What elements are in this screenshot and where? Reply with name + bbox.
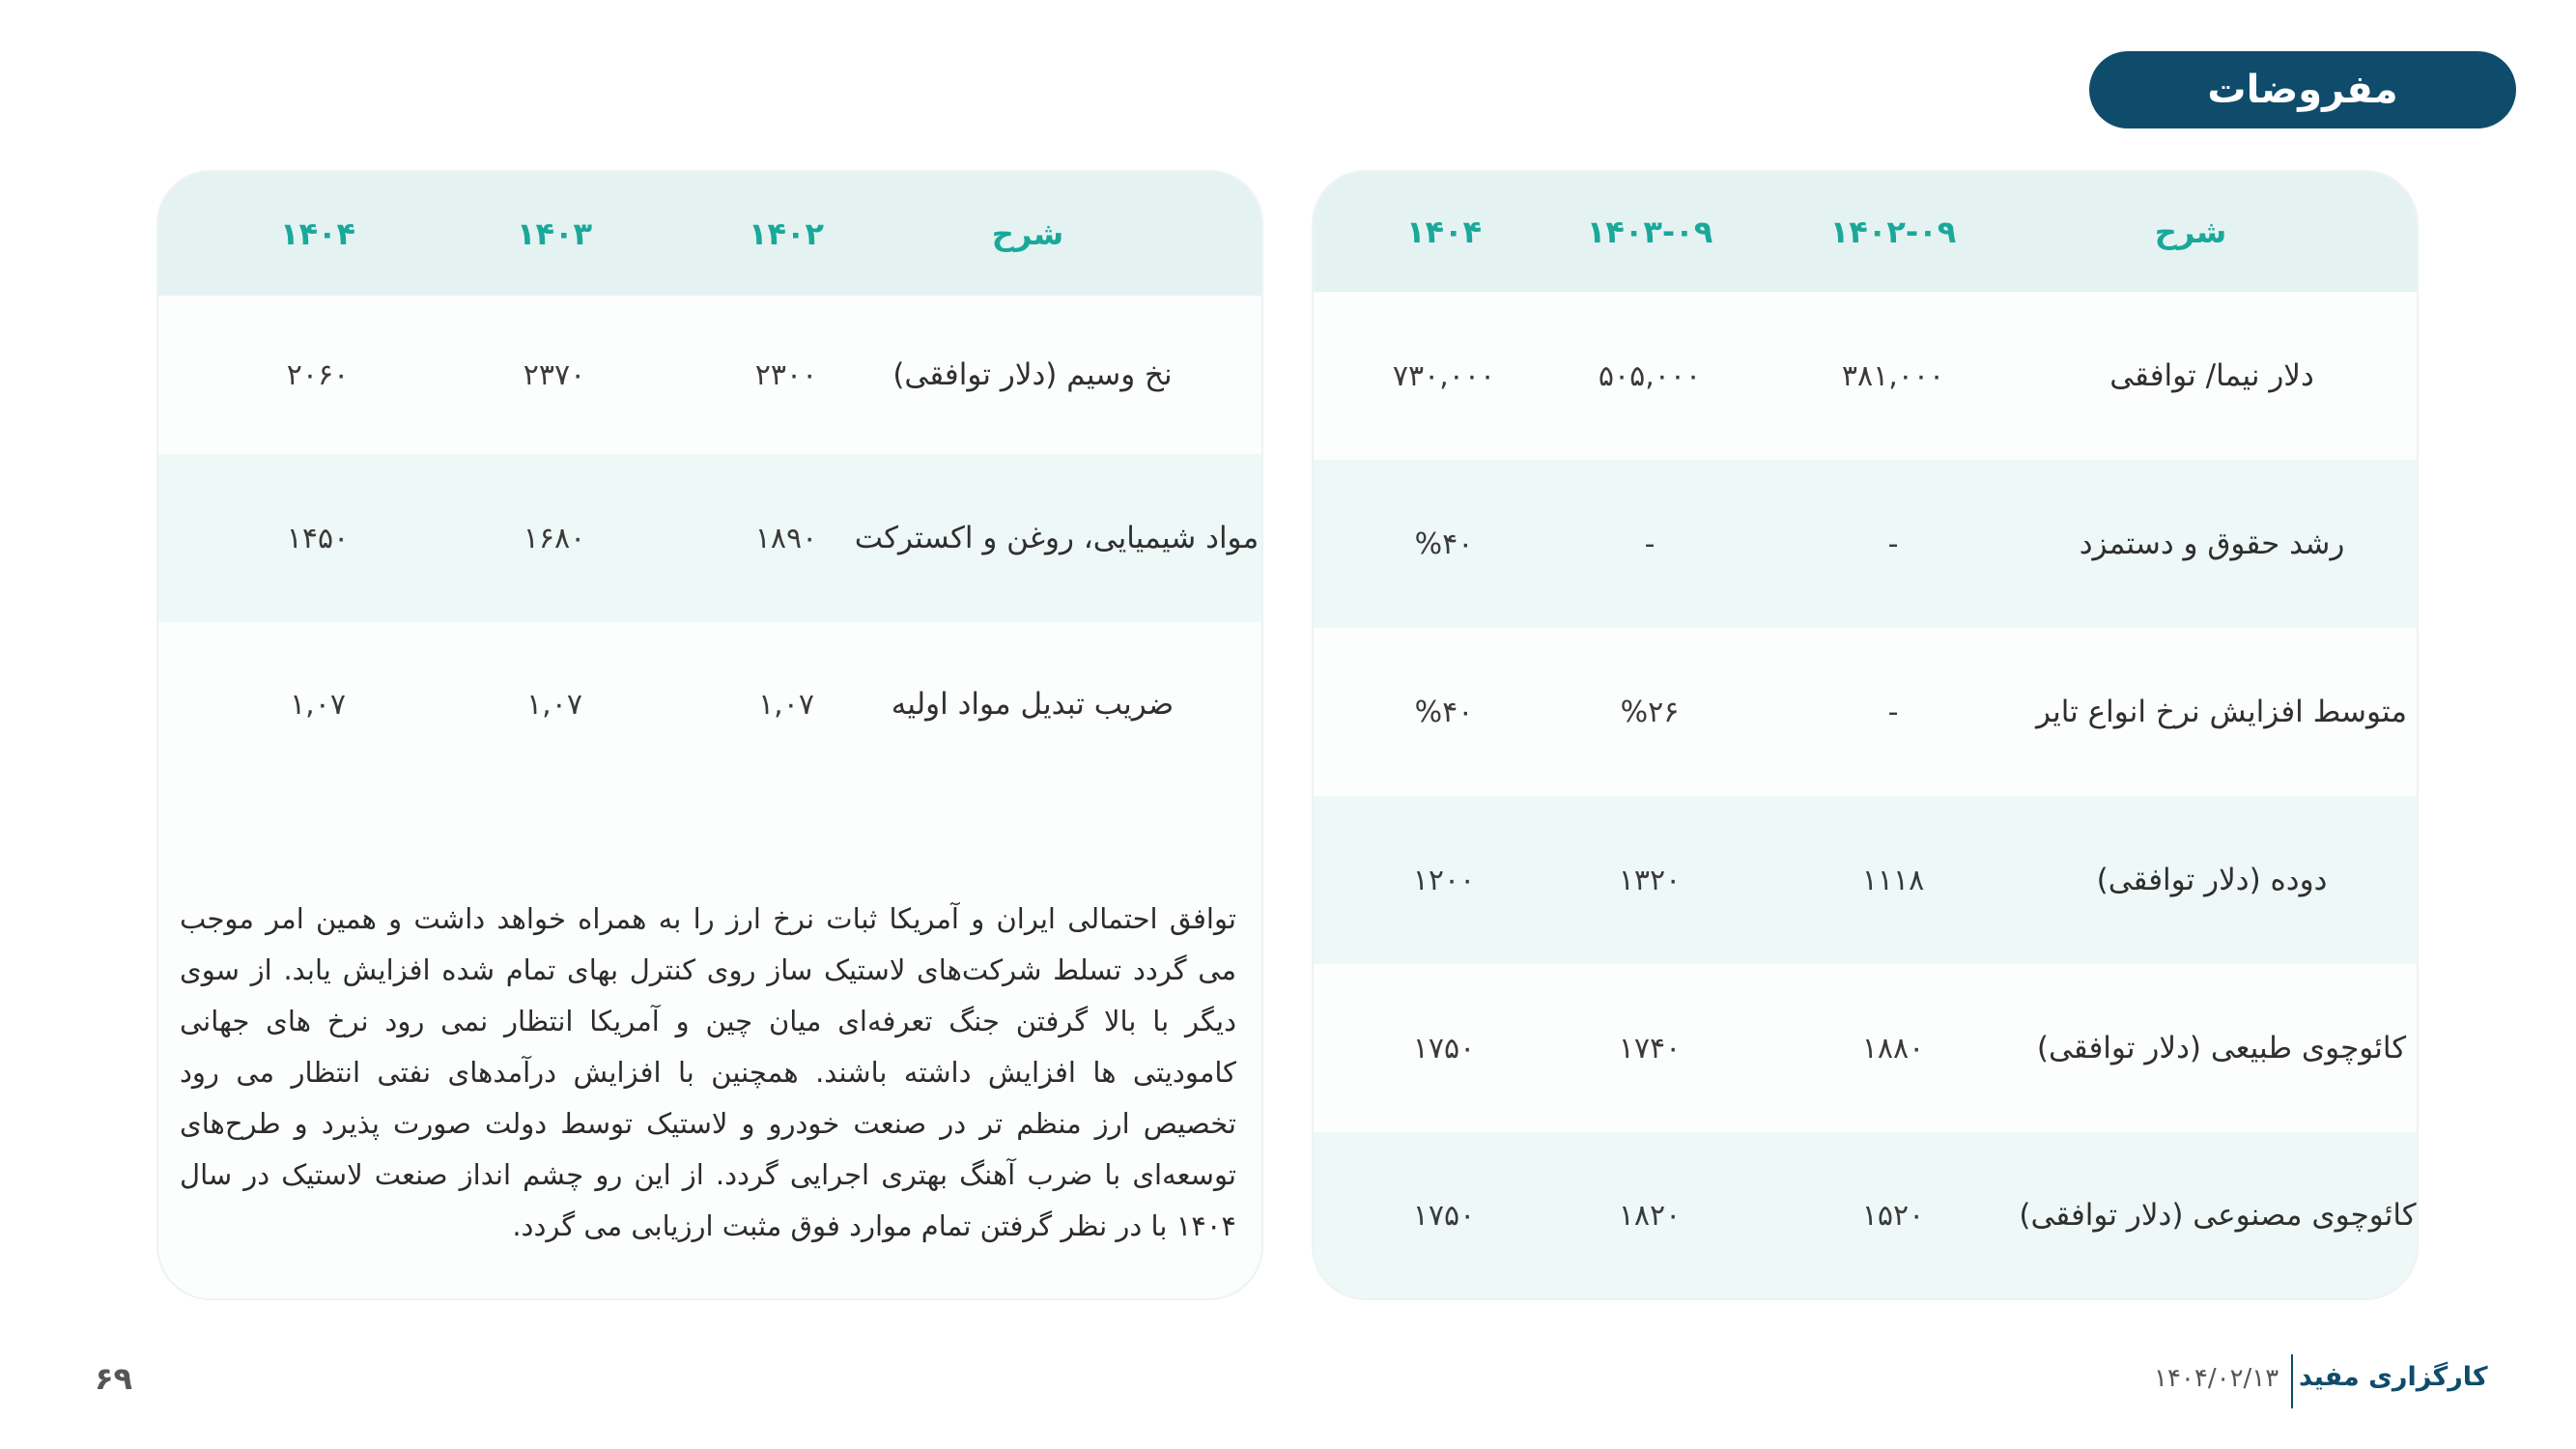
table-row xyxy=(1314,460,2417,628)
table-row xyxy=(1314,292,2417,460)
row-value: ۱۲۰۰ xyxy=(1412,863,1476,897)
row-description: نخ وسیم (دلار توافقی) xyxy=(892,357,1173,392)
header-col-2: ۱۴۰۳-۰۹ xyxy=(1586,213,1713,250)
row-description: متوسط افزایش نرخ انواع تایر xyxy=(2036,695,2408,729)
row-value: %۴۰ xyxy=(1414,695,1474,729)
row-value: ۱۷۵۰ xyxy=(1412,1198,1476,1233)
row-value: ۱,۰۷ xyxy=(758,687,814,722)
row-value: - xyxy=(1887,526,1899,561)
outlook-paragraph: توافق احتمالی ایران و آمریکا ثبات نرخ ارز را به همراه خواهد داشت و همین امر موجب می گردد تسلط شرکت‌های لاستیک ساز روی کنترل بهای تمام شده افزایش یابد. از سوی دیگر با بالا گرفتن جنگ تعرفه‌ای میان چین و آمریکا انتظار نمی رود نرخ های جهانی کامودیتی ها افزایش داشته باشند. همچنین با افزایش درآمدهای نفتی انتظار می رود تخصیص ارز منظم تر در صنعت خودرو و لاستیک توسط دولت صورت پذیرد و طرح‌های توسعه‌ای با ضرب آهنگ بهتری اجرایی گردد. از این رو چشم انداز صنعت لاستیک در سال ۱۴۰۴ با در نظر گرفتن تمام موارد فوق مثبت ارزیابی می گردد. xyxy=(180,902,1236,1242)
row-value: ۱۷۴۰ xyxy=(1618,1031,1682,1065)
row-description: رشد حقوق و دستمزد xyxy=(2079,526,2345,561)
row-description: ضریب تبدیل مواد اولیه xyxy=(891,687,1175,722)
header-col-3: ۱۴۰۴ xyxy=(279,215,356,252)
table-row xyxy=(1314,628,2417,796)
page-title: مفروضات xyxy=(2089,51,2516,128)
row-value: ۲۳۰۰ xyxy=(754,357,818,392)
table-header-row xyxy=(1314,172,2417,292)
row-value: ۱۸۸۰ xyxy=(1861,1031,1925,1065)
row-value: ۵۰۵,۰۰۰ xyxy=(1598,358,1702,393)
row-value: ۱۳۲۰ xyxy=(1618,863,1682,897)
header-description: شرح xyxy=(991,215,1064,252)
row-value: ۱۸۲۰ xyxy=(1618,1198,1682,1233)
row-description: کائوچوی مصنوعی (دلار توافقی) xyxy=(2019,1198,2417,1233)
footer-date: ۱۴۰۴/۰۲/۱۳ xyxy=(2154,1364,2279,1393)
right-assumptions-table xyxy=(1312,170,2419,1300)
row-value: ۱۴۵۰ xyxy=(286,521,350,555)
footer-brand: کارگزاری مفید xyxy=(2299,1362,2488,1392)
row-description: کائوچوی طبیعی (دلار توافقی) xyxy=(2036,1031,2407,1065)
row-description: دوده (دلار توافقی) xyxy=(2096,863,2328,897)
row-value: ۳۸۱,۰۰۰ xyxy=(1841,358,1945,393)
row-value: ۱,۰۷ xyxy=(290,687,346,722)
header-col-2: ۱۴۰۳ xyxy=(516,215,593,252)
row-value: ۱۷۵۰ xyxy=(1412,1031,1476,1065)
header-col-1: ۱۴۰۲ xyxy=(748,215,825,252)
table-row xyxy=(158,296,1261,454)
table-row xyxy=(158,622,1261,786)
table-row xyxy=(1314,964,2417,1132)
row-value: ۱۵۲۰ xyxy=(1861,1198,1925,1233)
row-value: %۲۶ xyxy=(1620,695,1680,729)
row-value: ۲۰۶۰ xyxy=(286,357,350,392)
table-row xyxy=(1314,796,2417,964)
table-row xyxy=(1314,1132,2417,1298)
row-value: ۱۱۱۸ xyxy=(1861,863,1925,897)
header-col-1: ۱۴۰۲-۰۹ xyxy=(1829,213,1957,250)
table-header-row xyxy=(158,172,1261,296)
row-value: - xyxy=(1887,695,1899,729)
footer-divider xyxy=(2291,1354,2293,1408)
row-value: ۱,۰۷ xyxy=(526,687,582,722)
header-description: شرح xyxy=(2154,213,2227,250)
row-value: ۱۸۹۰ xyxy=(754,521,818,555)
header-col-3: ۱۴۰۴ xyxy=(1405,213,1483,250)
row-value: %۴۰ xyxy=(1414,526,1474,561)
row-value: - xyxy=(1644,526,1656,561)
row-value: ۷۳۰,۰۰۰ xyxy=(1392,358,1496,393)
row-description: مواد شیمیایی، روغن و اکسترکت xyxy=(854,521,1260,555)
page-number: ۶۹ xyxy=(95,1360,133,1397)
row-value: ۲۳۷۰ xyxy=(523,357,586,392)
table-row xyxy=(158,454,1261,622)
row-description: دلار نیما/ توافقی xyxy=(2109,358,2314,393)
row-value: ۱۶۸۰ xyxy=(523,521,586,555)
